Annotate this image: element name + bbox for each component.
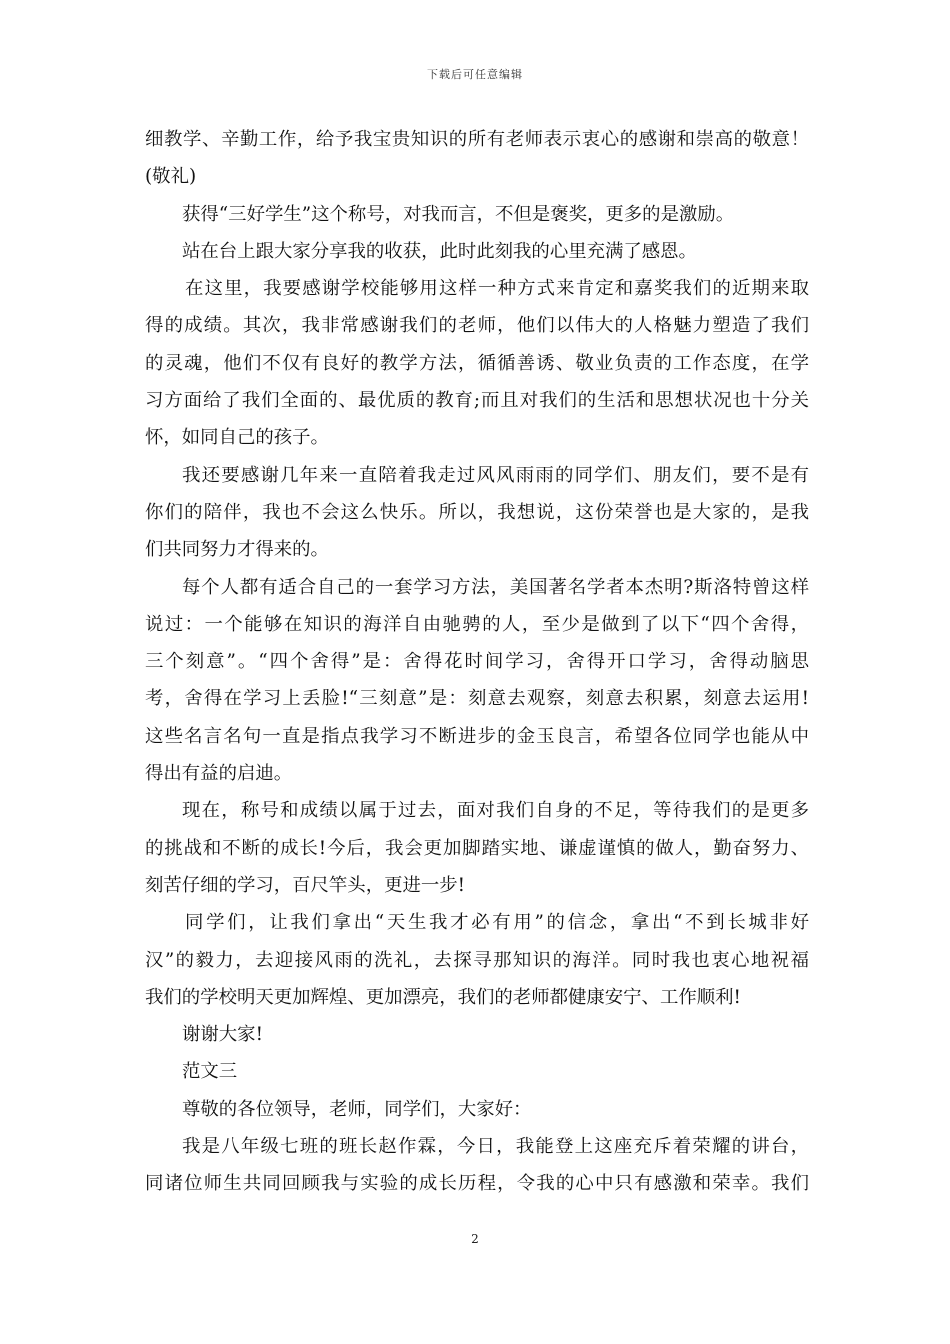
- text-line: 尊敬的各位领导，老师，同学们，大家好：: [182, 1098, 532, 1120]
- document-body: [145, 121, 809, 1203]
- text-line: 得出有益的启迪。: [145, 763, 293, 785]
- text-line: 习方面给了我们全面的、最优质的教育;而且对我们的生活和思想状况也十分关: [145, 390, 809, 412]
- text-line: 获得“三好学生”这个称号，对我而言，不但是褒奖，更多的是激励。: [182, 203, 735, 225]
- text-line: 得的成绩。其次，我非常感谢我们的老师，他们以伟大的人格魅力塑造了我们: [145, 315, 809, 337]
- text-line: 在这里，我要感谢学校能够用这样一种方式来肯定和嘉奖我们的近期来取: [185, 278, 809, 300]
- text-line: 谢谢大家!: [182, 1024, 263, 1046]
- page-number: 2: [471, 1232, 479, 1246]
- text-line: 的灵魂，他们不仅有良好的教学方法，循循善诱、敬业负责的工作态度，在学: [145, 352, 809, 374]
- page-header: 下载后可任意编辑: [427, 68, 523, 81]
- text-line: 怀，如同自己的孩子。: [145, 427, 329, 449]
- text-line: 同学们，让我们拿出“天生我才必有用”的信念，拿出“不到长城非好: [185, 912, 809, 934]
- text-line: 站在台上跟大家分享我的收获，此时此刻我的心里充满了感恩。: [182, 240, 697, 262]
- text-line: 我们的学校明天更加辉煌、更加漂亮，我们的老师都健康安宁、工作顺利!: [145, 986, 741, 1008]
- text-line: 范文三: [182, 1061, 238, 1083]
- text-line: (敬礼): [145, 166, 197, 188]
- text-line: 每个人都有适合自己的一套学习方法，美国著名学者本杰明?斯洛特曾这样: [182, 576, 809, 598]
- text-line: 说过：一个能够在知识的海洋自由驰骋的人，至少是做到了以下“四个舍得，: [145, 613, 809, 635]
- text-line: 三个刻意”。“四个舍得”是：舍得花时间学习，舍得开口学习，舍得动脑思: [145, 651, 809, 673]
- text-line: 考，舍得在学习上丢脸!“三刻意”是：刻意去观察，刻意去积累，刻意去运用!: [145, 688, 809, 710]
- text-line: 现在，称号和成绩以属于过去，面对我们自身的不足，等待我们的是更多: [182, 800, 809, 822]
- text-line: 我还要感谢几年来一直陪着我走过风风雨雨的同学们、朋友们，要不是有: [182, 464, 809, 486]
- text-line: 汉”的毅力，去迎接风雨的洗礼，去探寻那知识的海洋。同时我也衷心地祝福: [145, 949, 809, 971]
- text-line: 的挑战和不断的成长!今后，我会更加脚踏实地、谦虚谨慎的做人，勤奋努力、: [145, 837, 809, 859]
- text-line: 同诸位师生共同回顾我与实验的成长历程，令我的心中只有感激和荣幸。我们: [145, 1173, 809, 1195]
- text-line: 刻苦仔细的学习，百尺竿头，更进一步!: [145, 874, 466, 896]
- text-line: 们共同努力才得来的。: [145, 539, 329, 561]
- text-line: 细教学、辛勤工作，给予我宝贵知识的所有老师表示衷心的感谢和崇高的敬意！: [145, 129, 809, 150]
- text-line: 我是八年级七班的班长赵作霖，今日，我能登上这座充斥着荣耀的讲台，: [182, 1136, 809, 1158]
- text-line: 你们的陪伴，我也不会这么快乐。所以，我想说，这份荣誉也是大家的，是我: [145, 501, 809, 523]
- text-line: 这些名言名句一直是指点我学习不断进步的金玉良言，希望各位同学也能从中: [145, 725, 809, 747]
